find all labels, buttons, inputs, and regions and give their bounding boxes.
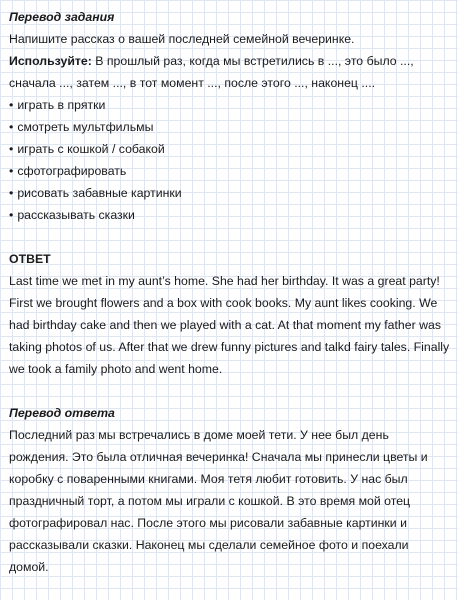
use-line-1-text: В прошлый раз, когда мы встретились в ..., это было ..., [91, 54, 414, 68]
bullet-item: • рисовать забавные картинки [9, 182, 450, 204]
task-prompt: Напишите рассказ о вашей последней семейной вечеринке. [9, 32, 355, 46]
spacer [9, 226, 450, 248]
translation-line: фотографировал нас. После этого мы рисовали забавные картинки и [9, 516, 407, 530]
translation-line: праздничный торт, а потом мы играли с кошкой. В это время мой отец [9, 494, 411, 508]
translation-line: домой. [9, 560, 49, 574]
answer-line: First we brought flowers and a box with cook books. My aunt likes cooking. We [9, 296, 438, 310]
spacer [9, 380, 450, 402]
bullet-item: • играть с кошкой / собакой [9, 138, 450, 160]
bullet-item: • играть в прятки [9, 94, 450, 116]
use-label: Используйте: [9, 54, 92, 68]
bullet-item: • смотреть мультфильмы [9, 116, 450, 138]
translation-line: рождения. Это была отличная вечеринка! Сначала мы принесли цветы и [9, 450, 428, 464]
task-use-line-2: сначала ..., затем ..., в тот момент ..., после этого ..., наконец .... [9, 76, 376, 90]
task-use-line-1 [9, 50, 450, 72]
answer-line: we took a family photo and went home. [9, 362, 223, 376]
answer-heading: ОТВЕТ [9, 252, 51, 266]
answer-line: Last time we met in my aunt’s home. She had her birthday. It was a great party! [9, 274, 440, 288]
translation-heading: Перевод ответа [9, 406, 115, 420]
task-heading: Перевод задания [9, 10, 115, 24]
translation-line: Последний раз мы встречались в доме моей тети. У нее был день [9, 428, 389, 442]
translation-paragraph [9, 424, 450, 578]
translation-line: коробку с поваренными книгами. Моя тетя любит готовить. У нас был [9, 472, 408, 486]
bullet-item: • сфотографировать [9, 160, 450, 182]
answer-paragraph [9, 270, 450, 380]
translation-line: рассказывали сказки. Наконец мы сделали семейное фото и поехали [9, 538, 409, 552]
bullet-item: • рассказывать сказки [9, 204, 450, 226]
answer-line: had birthday cake and then we played with a cat. At that moment my father was [9, 318, 441, 332]
answer-line: taking photos of us. After that we drew funny pictures and talkd fairy tales. Finally [9, 340, 450, 354]
